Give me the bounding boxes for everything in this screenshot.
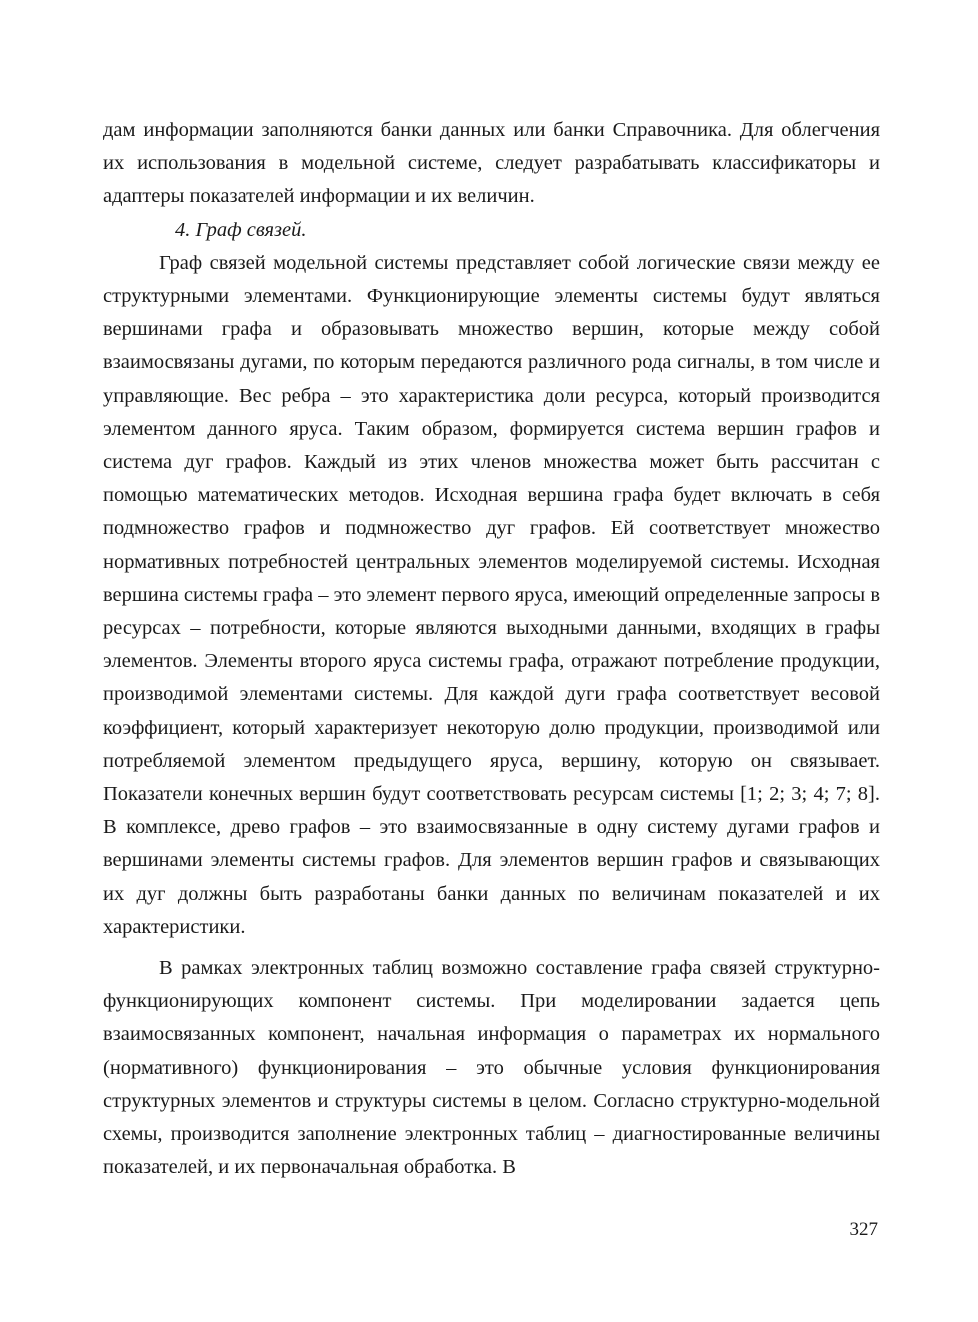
paragraph-graph-description: Граф связей модельной системы представляет собой логические связи между ее структурными элементами. Функционирующие элементы системы будут являться вершинами графа и образовывать множество вершин, которые между собой взаимосвязаны дугами, по которым передаются различного рода сигналы, в том числе и управляющие. Вес ребра – это характеристика доли ресурса, который производится элементом данного яруса. Таким образом, формируется система вершин графов и система дуг графов. Каждый из этих членов множества может быть рассчитан с помощью математических методов. Исходная вершина графа будет включать в себя подмножество графов и подмножество дуг графов. Ей соответствует множество нормативных потребностей центральных элементов моделируемой системы. Исходная вершина системы графа – это элемент первого яруса, имеющий определенные запросы в ресурсах – потребности, которые являются выходными данными, входящих в графы элементов. Элементы второго яруса системы графа, отражают потребление продукции, производимой элементами системы. Для каждой дуги графа соответствует весовой коэффициент, который характеризует некоторую долю продукции, производимой или потребляемой элементом предыдущего яруса, вершину, которую он связывает. Показатели конечных вершин будут соответствовать ресурсам системы [1; 2; 3; 4; 7; 8]. В комплексе, древо графов – это взаимосвязанные в одну систему дугами графов и вершинами элементы системы графов. Для элементов вершин графов и связывающих их дуг должны быть разработаны банки данных по величинам показателей и их характеристики. (103, 251, 880, 938)
paragraph-continuation: дам информации заполняются банки данных или банки Справочника. Для облегчения их использования в модельной системе, следует разрабатывать классификаторы и адаптеры показателей информации и их величин. (103, 119, 880, 208)
section-heading: 4. Граф связей. (175, 218, 307, 241)
paragraph-spreadsheets: В рамках электронных таблиц возможно составление графа связей структурно-функционирующих компонент системы. При моделировании задается цепь взаимосвязанных компонент, начальная информация о параметрах их нормального (нормативного) функционирования – это обычные условия функционирования структурных элементов и структуры системы в целом. Согласно структурно-модельной схемы, производится заполнение электронных таблиц – диагностированные величины показателей, и их первоначальная обработка. В (103, 957, 880, 1179)
page-number: 327 (849, 1219, 878, 1240)
page-body (103, 114, 880, 1185)
